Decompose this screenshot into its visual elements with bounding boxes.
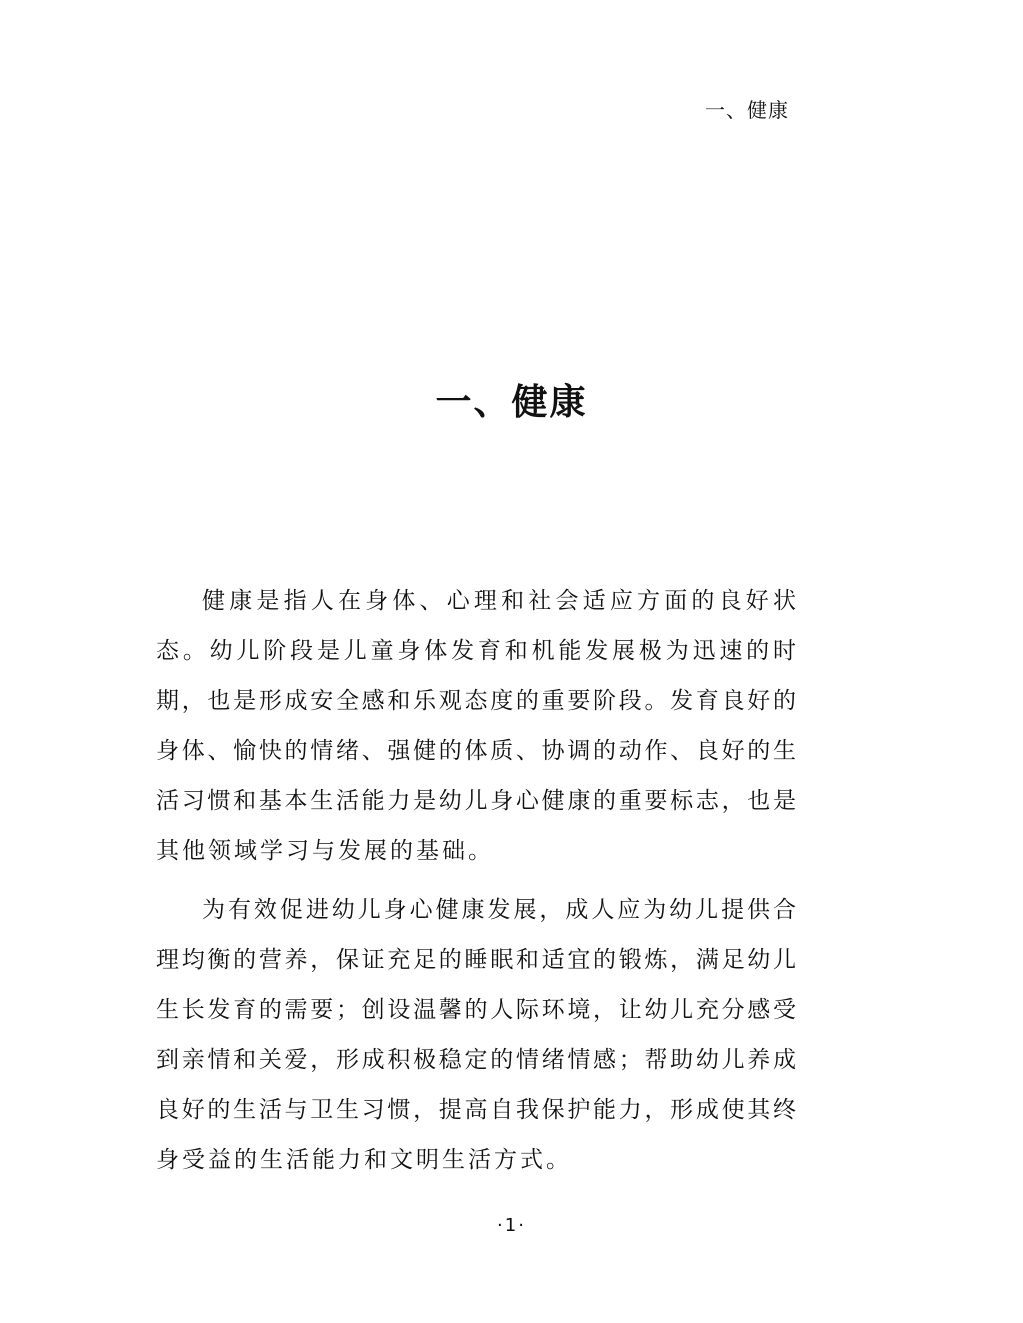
paragraph-line: 良好的生活与卫生习惯，提高自我保护能力，形成使其终 xyxy=(156,1097,796,1123)
chapter-title: 一、健康 xyxy=(435,382,588,423)
paragraph-line: 到亲情和关爱，形成积极稳定的情绪情感；帮助幼儿养成 xyxy=(156,1047,796,1073)
paragraph-2 xyxy=(156,885,796,1185)
paragraph-line: 为有效促进幼儿身心健康发展，成人应为幼儿提供合 xyxy=(202,897,796,923)
page-number: ·1· xyxy=(497,1215,526,1236)
running-header: 一、健康 xyxy=(705,98,789,122)
paragraph-line: 态。幼儿阶段是儿童身体发育和机能发展极为迅速的时 xyxy=(156,638,796,664)
paragraph-line: 期，也是形成安全感和乐观态度的重要阶段。发育良好的 xyxy=(156,688,796,714)
paragraph-line: 其他领域学习与发展的基础。 xyxy=(156,838,494,864)
paragraph-line: 理均衡的营养，保证充足的睡眠和适宜的锻炼，满足幼儿 xyxy=(156,947,796,973)
paragraph-line: 健康是指人在身体、心理和社会适应方面的良好状 xyxy=(202,588,796,614)
paragraph-line: 身受益的生活能力和文明生活方式。 xyxy=(156,1147,572,1173)
body-text xyxy=(156,576,796,1185)
paragraph-line: 活习惯和基本生活能力是幼儿身心健康的重要标志，也是 xyxy=(156,788,796,814)
paragraph-1 xyxy=(156,576,796,876)
paragraph-line: 身体、愉快的情绪、强健的体质、协调的动作、良好的生 xyxy=(156,738,796,764)
paragraph-line: 生长发育的需要；创设温馨的人际环境，让幼儿充分感受 xyxy=(156,997,796,1023)
